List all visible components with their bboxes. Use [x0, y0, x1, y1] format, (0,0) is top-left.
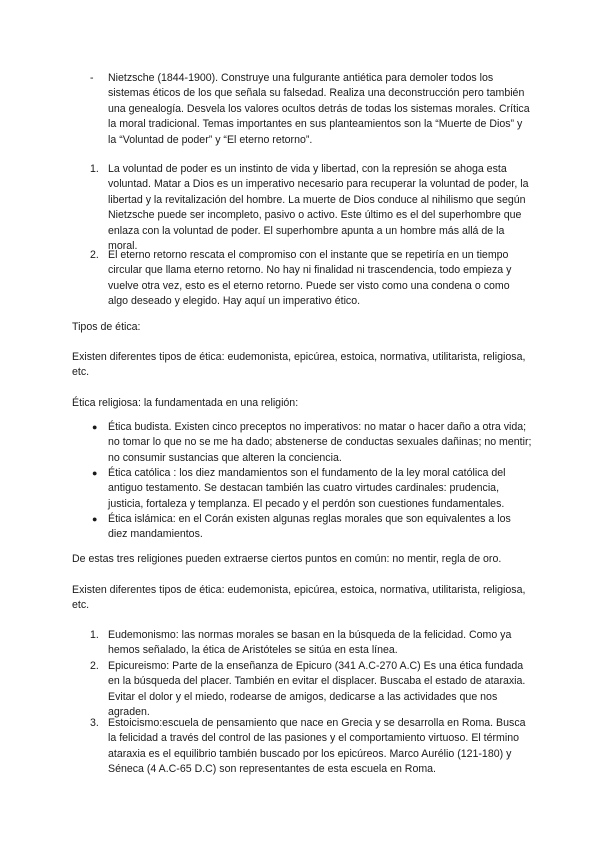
- list-item-text: Estoicismo:escuela de pensamiento que nace en Grecia y se desarrolla en Roma. Busca la felicidad a través del control de las pasiones y el comportamiento virtuoso. El término ataraxia es el equilibrio también buscado por los epicúreos. Marco Aurélio (121-180) y Séneca (4 A.C-65 D.C) son representantes de esta escuela en Roma.: [108, 717, 526, 776]
- bullet-marker: ●: [92, 422, 98, 432]
- list-item-text: Eudemonismo: las normas morales se basan en la búsqueda de la felicidad. Como ya hemos señalado, la ética de Aristóteles se sitúa en esta línea.: [108, 629, 512, 657]
- section-heading-tipos: Tipos de ética:: [72, 321, 141, 333]
- bullet-marker: ●: [92, 468, 98, 478]
- list-item-text: Ética católica : los diez mandamientos son el fundamento de la ley moral católica del antiguo testamento. Se destacan también las cuatro virtudes cardinales: prudencia, justicia, fortaleza y templanza. El pecado y el perdón son cuestiones fundamentales.: [108, 467, 506, 510]
- list-item-text: Ética budista. Existen cinco preceptos no imperativos: no matar o hacer daño a otra vida; no tomar lo que no se me ha dado; abstenerse de conductas sexuales dañinas; no mentir; no consumir sustancias que alteren la conciencia.: [108, 421, 532, 464]
- tipos-intro-paragraph: Existen diferentes tipos de ética: eudemonista, epicúrea, estoica, normativa, utilitarista, religiosa, etc.: [72, 351, 526, 379]
- list-number: 1.: [90, 629, 99, 641]
- section-heading-religiosa: Ética religiosa: la fundamentada en una religión:: [72, 397, 299, 409]
- list-number: 2.: [90, 249, 99, 261]
- nietzsche-text: Nietzsche (1844-1900). Construye una fulgurante antiética para demoler todos los sistemas éticos de los que señala su falsedad. Realiza una deconstrucción pero también una genealogía. Desvela los valores ocultos detrás de todas los sistemas morales. Crítica la moral tradicional. Temas importantes en sus planteamientos son la “Muerte de Dios” y la “Voluntad de poder” y “El eterno retorno”.: [108, 72, 530, 146]
- dash-marker: -: [90, 72, 94, 84]
- list-item-text: La voluntad de poder es un instinto de vida y libertad, con la represión se ahoga esta voluntad. Matar a Dios es un imperativo necesario para recuperar la voluntad de poder, la libertad y la revitalización del hombre. La muerte de Dios conduce al nihilismo que según Nietzsche puede ser incompleto, pasivo o activo. Este último es el del superhombre que enlaza con la voluntad de poder. El superhombre apunta a un hombre más allá de la moral.: [108, 163, 529, 253]
- list-item-text: Ética islámica: en el Corán existen algunas reglas morales que son equivalentes a los diez mandamientos.: [108, 513, 511, 541]
- list-item-text: Epicureismo: Parte de la enseñanza de Epicuro (341 A.C-270 A.C) Es una ética fundada en la búsqueda del placer. También en evitar el displacer. Buscaba el estado de ataraxia. Evitar el dolor y el miedo, rodearse de amigos, dedicarse a las actividades que nos agraden.: [108, 660, 526, 719]
- list-item-text: El eterno retorno rescata el compromiso con el instante que se repetiría en un tiempo circular que llama eterno retorno. No hay ni finalidad ni trascendencia, todo empieza y vuelve otra vez, esto es el eterno retorno. Puede ser visto como una condena o como algo deseado y elegido. Hay aquí un imperativo ético.: [108, 249, 512, 308]
- list-number: 3.: [90, 717, 99, 729]
- comun-paragraph: De estas tres religiones pueden extraerse ciertos puntos en común: no mentir, regla de oro.: [72, 553, 502, 565]
- bullet-marker: ●: [92, 514, 98, 524]
- list-number: 2.: [90, 660, 99, 672]
- list-number: 1.: [90, 163, 99, 175]
- tipos-intro-paragraph-repeat: Existen diferentes tipos de ética: eudemonista, epicúrea, estoica, normativa, utilitarista, religiosa, etc.: [72, 584, 526, 612]
